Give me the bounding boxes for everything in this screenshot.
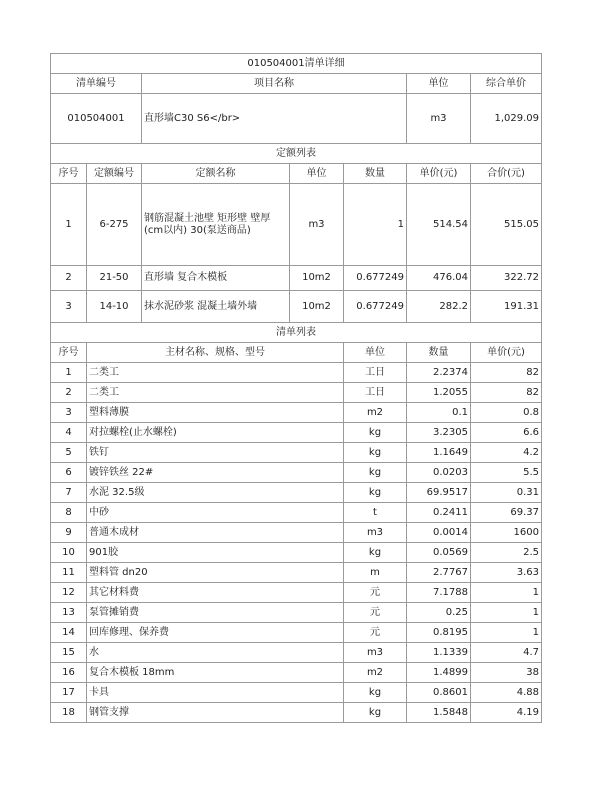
material-qty: 0.0014	[407, 523, 471, 543]
quota-header-row	[51, 164, 542, 184]
material-name: 钢管支撑	[87, 703, 344, 723]
material-price: 4.19	[471, 703, 542, 723]
material-row	[51, 463, 542, 483]
material-name: 二类工	[87, 383, 344, 403]
material-no: 15	[51, 643, 87, 663]
material-unit: kg	[344, 683, 407, 703]
material-unit-header: 单位	[344, 343, 407, 363]
material-unit: 工日	[344, 363, 407, 383]
material-unit: m2	[344, 403, 407, 423]
quota-name: 直形墙 复合木模板	[142, 266, 290, 291]
quota-code: 14-10	[87, 291, 142, 323]
quota-total: 322.72	[471, 266, 542, 291]
bill-name: 直形墙C30 S6</br>	[142, 94, 407, 144]
material-row	[51, 703, 542, 723]
bill-code: 010504001	[51, 94, 142, 144]
material-qty: 0.2411	[407, 503, 471, 523]
material-no: 7	[51, 483, 87, 503]
material-price: 0.31	[471, 483, 542, 503]
material-qty: 3.2305	[407, 423, 471, 443]
material-row	[51, 503, 542, 523]
quota-unit: m3	[290, 184, 344, 266]
quota-row	[51, 184, 542, 266]
table-title: 010504001清单详细	[51, 54, 542, 74]
material-unit: 元	[344, 583, 407, 603]
quota-qty: 1	[344, 184, 407, 266]
material-name: 回库修理、保养费	[87, 623, 344, 643]
material-price: 5.5	[471, 463, 542, 483]
bill-detail-table	[50, 53, 542, 723]
material-no: 10	[51, 543, 87, 563]
material-name: 复合木模板 18mm	[87, 663, 344, 683]
material-no: 8	[51, 503, 87, 523]
material-no: 4	[51, 423, 87, 443]
material-qty: 2.2374	[407, 363, 471, 383]
bill-price-header: 综合单价	[471, 74, 542, 94]
material-row	[51, 523, 542, 543]
quota-price: 476.04	[407, 266, 471, 291]
quota-price: 514.54	[407, 184, 471, 266]
material-no: 12	[51, 583, 87, 603]
quota-price: 282.2	[407, 291, 471, 323]
material-qty: 0.1	[407, 403, 471, 423]
material-no: 11	[51, 563, 87, 583]
quota-unit-header: 单位	[290, 164, 344, 184]
quota-unit: 10m2	[290, 266, 344, 291]
material-unit: kg	[344, 543, 407, 563]
material-price: 69.37	[471, 503, 542, 523]
bill-price: 1,029.09	[471, 94, 542, 144]
bill-code-header: 清单编号	[51, 74, 142, 94]
material-name: 镀锌铁丝 22#	[87, 463, 344, 483]
material-price: 4.7	[471, 643, 542, 663]
material-unit: kg	[344, 463, 407, 483]
material-row	[51, 563, 542, 583]
material-unit: 元	[344, 603, 407, 623]
material-name: 其它材料费	[87, 583, 344, 603]
material-qty: 0.0203	[407, 463, 471, 483]
material-qty-header: 数量	[407, 343, 471, 363]
material-no: 6	[51, 463, 87, 483]
quota-qty-header: 数量	[344, 164, 407, 184]
material-price: 82	[471, 363, 542, 383]
material-name: 中砂	[87, 503, 344, 523]
material-row	[51, 383, 542, 403]
material-unit: 工日	[344, 383, 407, 403]
material-qty: 7.1788	[407, 583, 471, 603]
quota-name-header: 定额名称	[142, 164, 290, 184]
material-price: 2.5	[471, 543, 542, 563]
quota-code: 6-275	[87, 184, 142, 266]
quota-row	[51, 266, 542, 291]
material-unit: m	[344, 563, 407, 583]
material-section-title: 清单列表	[51, 323, 542, 343]
material-name: 二类工	[87, 363, 344, 383]
bill-unit: m3	[407, 94, 471, 144]
material-qty: 0.0569	[407, 543, 471, 563]
material-row	[51, 403, 542, 423]
quota-unit: 10m2	[290, 291, 344, 323]
material-name: 水	[87, 643, 344, 663]
material-no: 16	[51, 663, 87, 683]
material-name: 901胶	[87, 543, 344, 563]
material-price: 38	[471, 663, 542, 683]
material-no: 17	[51, 683, 87, 703]
material-unit: kg	[344, 423, 407, 443]
material-qty: 0.8601	[407, 683, 471, 703]
bill-row	[51, 94, 542, 144]
material-no-header: 序号	[51, 343, 87, 363]
material-row	[51, 443, 542, 463]
quota-row	[51, 291, 542, 323]
material-price: 1	[471, 583, 542, 603]
material-name-header: 主材名称、规格、型号	[87, 343, 344, 363]
material-qty: 1.5848	[407, 703, 471, 723]
quota-no: 3	[51, 291, 87, 323]
quota-name: 钢筋混凝土池壁 矩形壁 壁厚(cm以内) 30(泵送商品)	[142, 184, 290, 266]
material-price: 1600	[471, 523, 542, 543]
quota-qty: 0.677249	[344, 291, 407, 323]
material-price-header: 单价(元)	[471, 343, 542, 363]
material-qty: 1.4899	[407, 663, 471, 683]
quota-name: 抹水泥砂浆 混凝土墙外墙	[142, 291, 290, 323]
material-no: 3	[51, 403, 87, 423]
material-name: 泵管摊销费	[87, 603, 344, 623]
material-unit: m3	[344, 523, 407, 543]
bill-header-row	[51, 74, 542, 94]
material-price: 0.8	[471, 403, 542, 423]
material-no: 5	[51, 443, 87, 463]
material-row	[51, 683, 542, 703]
material-qty: 0.8195	[407, 623, 471, 643]
material-unit: t	[344, 503, 407, 523]
material-qty: 1.1339	[407, 643, 471, 663]
quota-no: 2	[51, 266, 87, 291]
material-unit: kg	[344, 703, 407, 723]
quota-code: 21-50	[87, 266, 142, 291]
material-name: 铁钉	[87, 443, 344, 463]
material-price: 4.2	[471, 443, 542, 463]
material-name: 水泥 32.5级	[87, 483, 344, 503]
material-price: 3.63	[471, 563, 542, 583]
material-qty: 0.25	[407, 603, 471, 623]
material-row	[51, 623, 542, 643]
material-price: 6.6	[471, 423, 542, 443]
material-row	[51, 583, 542, 603]
material-name: 对拉螺栓(止水螺栓)	[87, 423, 344, 443]
material-name: 普通木成材	[87, 523, 344, 543]
material-unit: kg	[344, 443, 407, 463]
material-row	[51, 643, 542, 663]
material-no: 13	[51, 603, 87, 623]
quota-section-title: 定额列表	[51, 144, 542, 164]
material-no: 9	[51, 523, 87, 543]
material-unit: m3	[344, 643, 407, 663]
material-name: 塑料管 dn20	[87, 563, 344, 583]
material-name: 卡具	[87, 683, 344, 703]
material-qty: 69.9517	[407, 483, 471, 503]
quota-no: 1	[51, 184, 87, 266]
material-no: 14	[51, 623, 87, 643]
material-no: 2	[51, 383, 87, 403]
material-row	[51, 363, 542, 383]
quota-no-header: 序号	[51, 164, 87, 184]
material-qty: 1.1649	[407, 443, 471, 463]
quota-total: 191.31	[471, 291, 542, 323]
material-row	[51, 543, 542, 563]
quota-total-header: 合价(元)	[471, 164, 542, 184]
material-row	[51, 603, 542, 623]
bill-unit-header: 单位	[407, 74, 471, 94]
material-no: 18	[51, 703, 87, 723]
material-row	[51, 663, 542, 683]
quota-qty: 0.677249	[344, 266, 407, 291]
material-no: 1	[51, 363, 87, 383]
material-name: 塑料薄膜	[87, 403, 344, 423]
material-unit: kg	[344, 483, 407, 503]
material-price: 4.88	[471, 683, 542, 703]
material-price: 82	[471, 383, 542, 403]
material-unit: 元	[344, 623, 407, 643]
material-row	[51, 483, 542, 503]
bill-name-header: 项目名称	[142, 74, 407, 94]
material-header-row	[51, 343, 542, 363]
material-row	[51, 423, 542, 443]
quota-code-header: 定额编号	[87, 164, 142, 184]
material-qty: 1.2055	[407, 383, 471, 403]
material-price: 1	[471, 603, 542, 623]
material-price: 1	[471, 623, 542, 643]
material-qty: 2.7767	[407, 563, 471, 583]
quota-total: 515.05	[471, 184, 542, 266]
material-unit: m2	[344, 663, 407, 683]
quota-price-header: 单价(元)	[407, 164, 471, 184]
